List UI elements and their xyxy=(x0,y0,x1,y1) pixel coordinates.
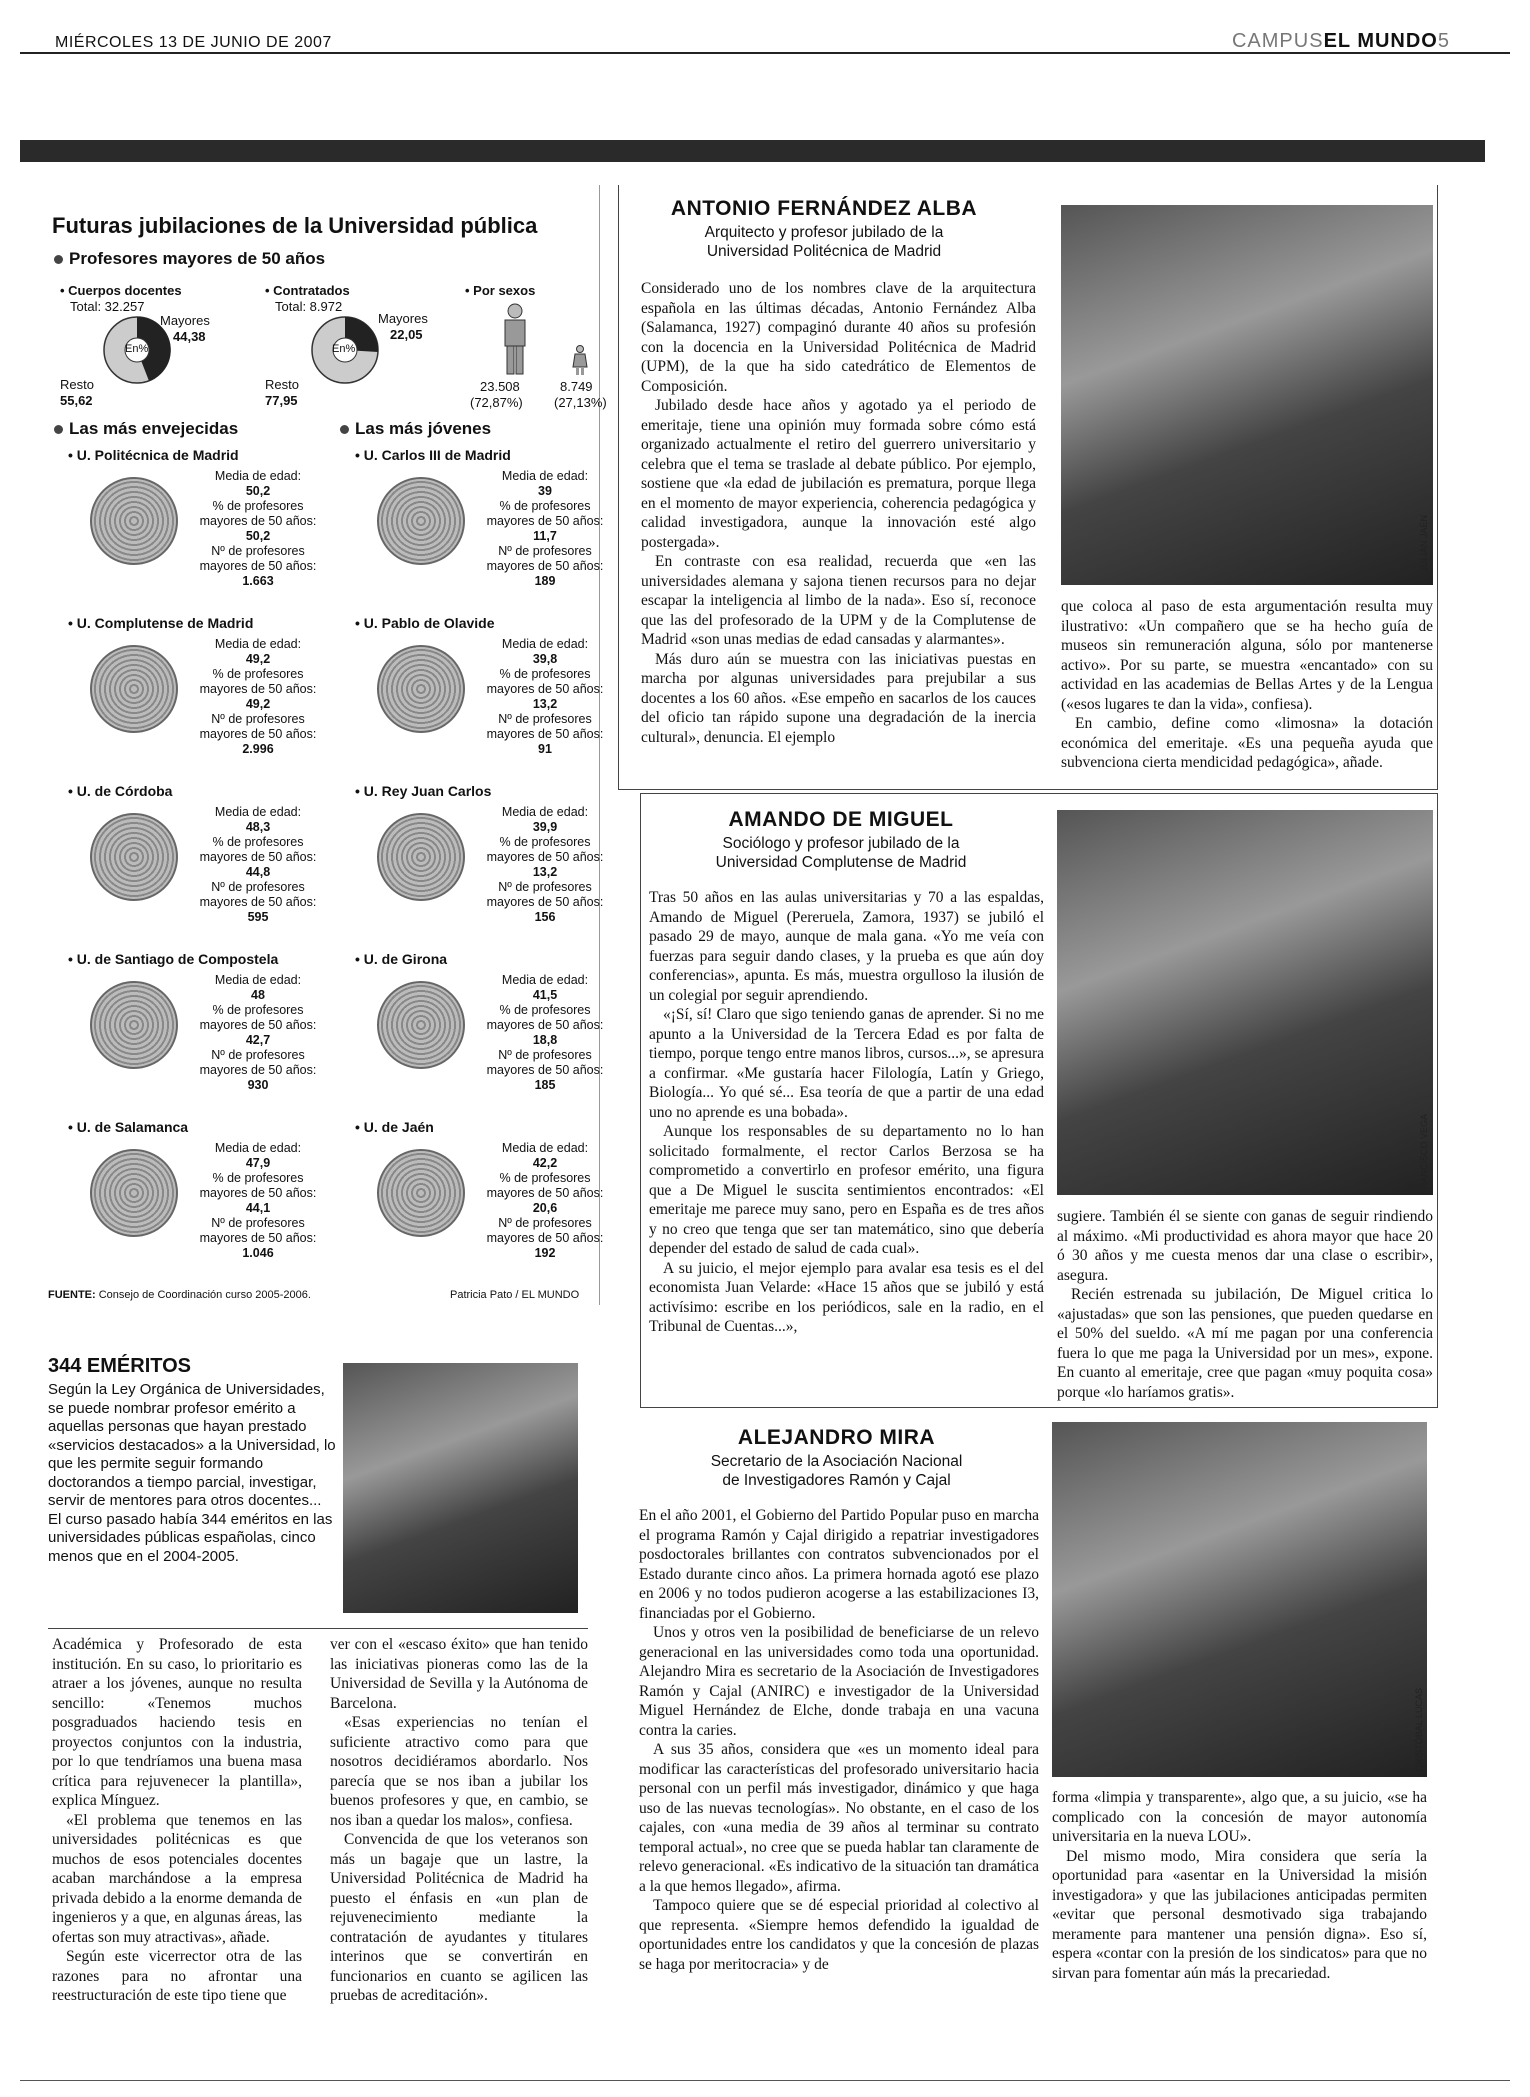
university-entry xyxy=(355,615,625,780)
university-stats xyxy=(183,637,333,757)
media-label: Media de edad: xyxy=(214,973,302,987)
university-name: • U. Carlos III de Madrid xyxy=(355,447,511,463)
youngest-heading: Las más jóvenes xyxy=(340,419,491,439)
mira-photo xyxy=(1052,1422,1427,1777)
university-stats xyxy=(183,1141,333,1261)
miguel-body xyxy=(649,888,1044,1337)
mira-p2: Unos y otros ven la posibilidad de beneficiarse de un relevo generacional en las universidades como toda una oportunidad. Alejandro Mira es secretario de la Asociación de Investigadores Ramón y Cajal (ANIRC) e investigador de la Universidad Miguel Hernández de Elche, donde trabaja en una vacuna contra la caries. xyxy=(639,1624,1039,1739)
col1-p2: «El problema que tenemos en las universidades politécnicas es que muchos de esos potenciales docentes acaban marchándose a la empresa privada debido a la enorme demanda de ingenieros y a que, en algunas áreas, las ofertas son muy atractivas», añade. xyxy=(52,1811,302,1946)
num-label-2: mayores de 50 años: xyxy=(199,895,317,909)
sexos-label: • Por sexos xyxy=(465,283,536,298)
graphic-credit: Patricia Pato / EL MUNDO xyxy=(450,1289,580,1301)
pct-label-2: mayores de 50 años: xyxy=(486,514,604,528)
alba-body xyxy=(641,279,1036,747)
media-value: 49,2 xyxy=(245,652,271,666)
female-figure-icon xyxy=(572,345,588,375)
oldest-heading: Las más envejecidas xyxy=(54,419,238,439)
pct-label: % de profesores xyxy=(499,1171,591,1185)
media-value: 39,8 xyxy=(532,652,558,666)
footer-rule xyxy=(20,2080,1510,2081)
university-name: • U. de Santiago de Compostela xyxy=(68,951,279,967)
page-number: 5 xyxy=(1437,30,1450,52)
infographic-title: Futuras jubilaciones de la Universidad pública xyxy=(52,213,538,238)
num-label: Nº de profesores xyxy=(211,880,305,894)
university-name: • U. de Salamanca xyxy=(68,1119,189,1135)
cuerpos-label: • Cuerpos docentes xyxy=(60,283,182,298)
brand-main: EL MUNDO xyxy=(1323,30,1438,52)
mira-p1: En el año 2001, el Gobierno del Partido Popular puso en marcha el programa Ramón y Cajal dirigido a repatriar investigadores posdoctorales brillantes con contratos subvencionados por el Estado durante cinco años. La primera hornada agotó ese plazo en 2006 y no todos pudieron acogerse a las estabilizaciones I3, financiadas por el Gobierno. xyxy=(639,1507,1039,1622)
university-entry xyxy=(355,447,625,612)
col2-p2: «Esas experiencias no tenían el suficiente atractivo como para que nosotros decidiéramos abordarlo. Nos parecía que se nos iban a jubilar los buenos profesores y que, en cambio, se nos iban a quedar los malos», confiesa. xyxy=(330,1714,588,1829)
num-value: 192 xyxy=(534,1246,556,1260)
mira-photo-credit: CRISTÓBAL LUCAS xyxy=(1414,1688,1424,1772)
num-label-2: mayores de 50 años: xyxy=(486,895,604,909)
university-stats xyxy=(470,637,620,757)
university-crest-icon xyxy=(377,645,465,733)
cuerpos-resto-value: 55,62 xyxy=(60,393,93,408)
male-figure-icon xyxy=(500,303,530,375)
mira-name: ALEJANDRO MIRA xyxy=(737,1426,936,1449)
contratados-total: Total: 8.972 xyxy=(275,299,343,314)
miguel-role-1: Sociólogo y profesor jubilado de la xyxy=(722,835,960,852)
num-label: Nº de profesores xyxy=(498,544,592,558)
emeritos-photo xyxy=(343,1363,578,1613)
cuerpos-mayores-label: Mayores xyxy=(160,313,210,328)
alba-p3: En contraste con esa realidad, recuerda que «en las universidades alemana y sajona tienen recursos para no dejar escapar la inteligencia al limbo de la nada». Eso sí, reconoce que las del profesorado de la UPM y de la Complutense de Madrid «son unas medias de edad cansadas y alarmantes». xyxy=(641,553,1036,648)
num-label-2: mayores de 50 años: xyxy=(199,1063,317,1077)
media-label: Media de edad: xyxy=(501,805,589,819)
num-label-2: mayores de 50 años: xyxy=(486,1231,604,1245)
num-value: 91 xyxy=(538,742,552,756)
pct-label-2: mayores de 50 años: xyxy=(486,682,604,696)
pct-label-2: mayores de 50 años: xyxy=(199,682,317,696)
emeritos-rule xyxy=(48,1628,588,1629)
miguel-body-2 xyxy=(1057,1207,1433,1402)
num-value: 156 xyxy=(534,910,556,924)
num-value: 185 xyxy=(534,1078,556,1092)
issue-date: MIÉRCOLES 13 DE JUNIO DE 2007 xyxy=(55,34,332,51)
miguel-photo-credit: FRANCISCO VEGA xyxy=(1419,1114,1429,1195)
pct-value: 42,7 xyxy=(245,1033,271,1047)
num-label: Nº de profesores xyxy=(211,1048,305,1062)
contratados-mayores-label: Mayores xyxy=(378,311,428,326)
alba-photo xyxy=(1061,205,1433,585)
pct-value: 50,2 xyxy=(245,529,271,543)
university-entry xyxy=(68,1119,338,1284)
num-label-2: mayores de 50 años: xyxy=(486,727,604,741)
pct-label: % de profesores xyxy=(499,499,591,513)
mira-p5: forma «limpia y transparente», algo que, a su juicio, «se ha complicado con la concesión de mayor autonomía universitaria en la nueva LOU». xyxy=(1052,1789,1427,1845)
alba-name: ANTONIO FERNÁNDEZ ALBA xyxy=(670,197,978,220)
mira-body-2 xyxy=(1052,1788,1427,1983)
pct-label: % de profesores xyxy=(212,835,304,849)
pct-label: % de profesores xyxy=(499,1003,591,1017)
bottom-left-col2 xyxy=(330,1635,588,2006)
pct-label: % de profesores xyxy=(499,835,591,849)
pct-label-2: mayores de 50 años: xyxy=(199,850,317,864)
media-value: 50,2 xyxy=(245,484,271,498)
col2-p1: ver con el «escaso éxito» que han tenido las iniciativas pioneras como las de la Universidad de Sevilla y la Autónoma de Barcelona. xyxy=(330,1636,588,1712)
female-pct: (27,13%) xyxy=(554,395,607,410)
pct-label-2: mayores de 50 años: xyxy=(199,514,317,528)
emeritos-title: 344 EMÉRITOS xyxy=(48,1355,192,1377)
alba-p5: que coloca al paso de esta argumentación resulta muy ilustrativo: «Un compañero que se ha hecho guía de museos sin remuneración alguna, sólo por mantenerse activo». Por su parte, se muestra «encantado» con su actividad en las academias de Bellas Artes y de la Lengua («esos lugares te dan la vida», confiesa). xyxy=(1061,598,1433,713)
pct-value: 18,8 xyxy=(532,1033,558,1047)
media-label: Media de edad: xyxy=(501,973,589,987)
source-line: FUENTE: Consejo de Coordinación curso 2005-2006. xyxy=(48,1289,311,1301)
media-value: 39,9 xyxy=(532,820,558,834)
media-label: Media de edad: xyxy=(214,469,302,483)
miguel-p2: «¡Sí, sí! Claro que sigo teniendo ganas de aprender. Si no me apunto a la Universidad de la Tercera Edad es por falta de tiempo, porque tengo entre manos libros, cursos...», se apresura a confirmar. «Me gustaría hacer Filología, Latín y Griego, Biología... Yo qué sé... Esa teoría de que a partir de una edad uno no aprende es una bobada». xyxy=(649,1006,1044,1121)
mira-p6: Del mismo modo, Mira considera que sería la oportunidad para «asentar en la Universidad la misión investigadora» y que las jubilaciones anticipadas permiten «evitar que personal desmotivado siga trabajando meramente para mantener una pensión digna». Eso sí, espera «contar con la presión de los sindicatos» para que no sirvan para fomentar aún más la precariedad. xyxy=(1052,1847,1427,1982)
contratados-label: • Contratados xyxy=(265,283,350,298)
media-value: 48 xyxy=(251,988,265,1002)
pies-row xyxy=(60,283,607,413)
university-name: • U. de Girona xyxy=(355,951,448,967)
university-crest-icon xyxy=(377,813,465,901)
miguel-p3: Aunque los responsables de su departamento no lo han solicitado formalmente, el rector Carlos Berzosa se ha comprometido a convertirlo en profesor emérito, una figura que a De Miguel le suscita sentimientos encontrados: «El emeritaje me parece muy sano, pero en España es de tres años y no creo que tenga que ser tan matemático, sino que debería depender del estado de salud de cada cual». xyxy=(649,1123,1044,1257)
university-stats xyxy=(470,973,620,1093)
university-stats xyxy=(470,1141,620,1261)
university-entry xyxy=(68,615,338,780)
num-label: Nº de profesores xyxy=(498,880,592,894)
pct-label-2: mayores de 50 años: xyxy=(199,1018,317,1032)
pct-label: % de profesores xyxy=(212,1171,304,1185)
num-label: Nº de profesores xyxy=(211,544,305,558)
bottom-left-col1 xyxy=(52,1635,302,2006)
pct-label-2: mayores de 50 años: xyxy=(486,1186,604,1200)
num-label: Nº de profesores xyxy=(498,712,592,726)
alba-p4: Más duro aún se muestra con las iniciativas puestas en marcha por algunas universidades para prejubilar a sus docentes a los 60 años. «Ese empeño en sacarlos de los cauces del oficio tan rápido supone una degradación de la inercia cultural», denuncia. El ejemplo xyxy=(641,650,1036,746)
miguel-photo xyxy=(1057,810,1433,1195)
section-bar xyxy=(20,140,1485,162)
university-entry xyxy=(355,951,625,1116)
num-label-2: mayores de 50 años: xyxy=(486,1063,604,1077)
miguel-role-2: Universidad Complutense de Madrid xyxy=(715,854,967,871)
media-label: Media de edad: xyxy=(214,1141,302,1155)
num-label-2: mayores de 50 años: xyxy=(199,1231,317,1245)
university-stats xyxy=(183,805,333,925)
alba-role-1: Arquitecto y profesor jubilado de la xyxy=(704,224,944,241)
university-stats xyxy=(470,805,620,925)
media-label: Media de edad: xyxy=(501,637,589,651)
university-name: • U. de Jaén xyxy=(355,1119,434,1135)
mira-p4: Tampoco quiere que se dé especial prioridad al colectivo al que representa. «Siempre hemos defendido la igualdad de oportunidades entre los candidatos y que la concesión de plazas se haga por meritocracia» y de xyxy=(639,1897,1039,1973)
alba-p1: Considerado uno de los nombres clave de la arquitectura española en las últimas décadas, Antonio Fernández Alba (Salamanca, 1927) compaginó durante 40 años su profesión con la docencia en la Universidad Politécnica de Madrid (UPM), de la que ha sido catedrático de Elementos de Composición. xyxy=(641,280,1036,395)
pct-label-2: mayores de 50 años: xyxy=(486,1018,604,1032)
university-entry xyxy=(355,1119,625,1284)
cuerpos-resto-label: Resto xyxy=(60,377,94,392)
university-name: • U. Complutense de Madrid xyxy=(68,615,254,631)
university-stats xyxy=(183,469,333,589)
university-entry xyxy=(355,783,625,948)
pct-value: 13,2 xyxy=(532,697,558,711)
male-pct: (72,87%) xyxy=(470,395,523,410)
num-label: Nº de profesores xyxy=(211,1216,305,1230)
pct-label-2: mayores de 50 años: xyxy=(199,1186,317,1200)
num-value: 1.663 xyxy=(242,574,274,588)
mira-body xyxy=(639,1506,1039,1974)
media-label: Media de edad: xyxy=(501,469,589,483)
pct-value: 11,7 xyxy=(533,529,557,543)
num-value: 930 xyxy=(247,1078,269,1092)
num-value: 1.046 xyxy=(242,1246,274,1260)
mira-p3: A sus 35 años, considera que «es un momento ideal para modificar las características del profesorado universitario hacia personal con un perfil más investigador, dinámico y que haga uso de las nuevas tecnologías». No obstante, en el caso de los cajales, con «una media de 39 años al terminar su contrato temporal actual», no cree que se pueda hablar tan claramente de relevo generacional. «Es indicativo de la situación tan dramática a la que hemos llegado», afirma. xyxy=(639,1741,1039,1895)
num-label-2: mayores de 50 años: xyxy=(199,559,317,573)
cuerpos-mayores-value: 44,38 xyxy=(173,329,206,344)
num-label: Nº de profesores xyxy=(498,1216,592,1230)
num-label: Nº de profesores xyxy=(211,712,305,726)
university-name: • U. de Córdoba xyxy=(68,783,173,799)
col1-p3: Según este vicerrector otra de las razones para no afrontar una reestructuración de este tipo tiene que xyxy=(52,1948,302,2004)
miguel-p6: Recién estrenada su jubilación, De Miguel critica lo «ajustadas» que son las pensiones, que pueden quedarse en el 50% del sueldo. «A mí me pagan por una conferencia fuera lo que me paga la Universidad por un mes», expone. En cuanto al emeritaje, cree que pagan «muy poquita cosa» porque «lo haríamos gratis». xyxy=(1057,1286,1433,1401)
media-value: 39 xyxy=(538,484,552,498)
pct-value: 13,2 xyxy=(532,865,558,879)
media-value: 47,9 xyxy=(245,1156,271,1170)
contratados-resto-value: 77,95 xyxy=(265,393,298,408)
university-crest-icon xyxy=(377,477,465,565)
university-crest-icon xyxy=(90,813,178,901)
alba-photo-credit: JULIÁN JAÉN xyxy=(1419,515,1429,572)
num-value: 2.996 xyxy=(242,742,274,756)
university-name: • U. Rey Juan Carlos xyxy=(355,783,492,799)
over50-label: Profesores mayores de 50 años xyxy=(69,249,326,268)
media-value: 48,3 xyxy=(245,820,271,834)
university-stats xyxy=(470,469,620,589)
university-crest-icon xyxy=(90,477,178,565)
university-entry xyxy=(68,951,338,1116)
university-stats xyxy=(183,973,333,1093)
media-label: Media de edad: xyxy=(214,637,302,651)
emeritos-text: Según la Ley Orgánica de Universidades, se puede nombrar profesor emérito a aquellas personas que hayan prestado «servicios destacados» a la Universidad, lo que les permite seguir formando doctorandos a tiempo parcial, investigar, servir de mentores para otros docentes... El curso pasado había 344 eméritos en las universidades públicas españolas, cinco menos que en el 2004-2005. xyxy=(48,1381,336,1565)
alba-role-2: Universidad Politécnica de Madrid xyxy=(706,243,942,260)
miguel-name: AMANDO DE MIGUEL xyxy=(728,808,954,831)
mira-role-1: Secretario de la Asociación Nacional xyxy=(710,1453,963,1470)
pct-label: % de profesores xyxy=(212,499,304,513)
pct-value: 44,1 xyxy=(245,1201,271,1215)
university-crest-icon xyxy=(377,1149,465,1237)
brand-prefix: CAMPUS xyxy=(1231,30,1324,52)
miguel-p4: A su juicio, el mejor ejemplo para avalar esa tesis es el del economista Juan Velarde: «Hace 15 años que se jubiló y está activísimo: escribe en los periódicos, sale en la radio, en el Tribunal de Cuentas...», xyxy=(649,1259,1044,1335)
pct-label: % de profesores xyxy=(499,667,591,681)
num-value: 595 xyxy=(247,910,269,924)
num-label-2: mayores de 50 años: xyxy=(199,727,317,741)
num-label-2: mayores de 50 años: xyxy=(486,559,604,573)
media-label: Media de edad: xyxy=(214,805,302,819)
miguel-p1: Tras 50 años en las aulas universitarias y 70 a las espaldas, Amando de Miguel (Pereruela, Zamora, 1937) se jubiló el pasado 29 de mayo, aunque de mala gana. «Yo me veía con fuerzas para seguir dando clases, y la prueba es que aún doy conferencias», apunta. Es más, muestra orgulloso la ilusión de un colegial por seguir aprendiendo. xyxy=(649,889,1044,1004)
university-name: • U. Politécnica de Madrid xyxy=(68,447,239,463)
media-value: 41,5 xyxy=(532,988,558,1002)
col1-p1: Académica y Profesorado de esta institución. En su caso, lo prioritario es atraer a los jóvenes, aunque no resulta sencillo: «Tenemos muchos posgraduados haciendo tesis en proyectos conjuntos con la industria, por lo que tendríamos una buena masa crítica para rejuvenecer la plantilla», explica Mínguez. xyxy=(52,1636,302,1809)
university-crest-icon xyxy=(90,645,178,733)
pct-label-2: mayores de 50 años: xyxy=(486,850,604,864)
university-name: • U. Pablo de Olavide xyxy=(355,615,495,631)
university-crest-icon xyxy=(377,981,465,1069)
bullet-icon xyxy=(54,255,63,264)
university-entry xyxy=(68,447,338,612)
male-value: 23.508 xyxy=(480,379,520,394)
media-label: Media de edad: xyxy=(501,1141,589,1155)
university-crest-icon xyxy=(90,1149,178,1237)
col2-p3: Convencida de que los veteranos son más un bagaje que un lastre, la Universidad Politécnica de Madrid ha puesto el énfasis en «un plan de rejuvenecimiento mediante la contratación de ayudantes y titulares interinos que se convertirán en funcionarios en cuanto se agilicen las pruebas de acreditación». xyxy=(330,1831,588,2004)
header-rule xyxy=(20,52,1510,54)
alba-body-2 xyxy=(1061,597,1433,773)
miguel-p5: sugiere. También él se siente con ganas de seguir rindiendo al máximo. «Mi productividad es ahora mayor que hace 20 ó 30 años y me cuesta menos dar una clase o escribir», asegura. xyxy=(1057,1208,1433,1284)
alba-p6: En cambio, define como «limosna» la dotación económica del emeritaje. «Es una pequeña ayuda que subvenciona cierta mendicidad pedagógica», añade. xyxy=(1061,715,1433,771)
university-crest-icon xyxy=(90,981,178,1069)
mira-role-2: de Investigadores Ramón y Cajal xyxy=(722,1472,951,1489)
mira-article xyxy=(634,1420,1458,2035)
cuerpos-unit: En% xyxy=(125,343,149,355)
infographic xyxy=(40,185,607,1305)
media-value: 42,2 xyxy=(532,1156,558,1170)
pct-label: % de profesores xyxy=(212,667,304,681)
miguel-article xyxy=(640,793,1438,1408)
pct-value: 49,2 xyxy=(245,697,271,711)
alba-article xyxy=(618,185,1438,790)
over50-heading xyxy=(54,249,599,269)
universities-grid xyxy=(40,447,604,1287)
emeritos-box xyxy=(48,1355,583,1625)
contratados-resto-label: Resto xyxy=(265,377,299,392)
masthead-brand xyxy=(1232,30,1450,53)
pct-value: 20,6 xyxy=(532,1201,558,1215)
contratados-unit: En% xyxy=(332,343,356,355)
contratados-mayores-value: 22,05 xyxy=(390,327,423,342)
university-entry xyxy=(68,783,338,948)
pct-label: % de profesores xyxy=(212,1003,304,1017)
cuerpos-total: Total: 32.257 xyxy=(70,299,145,314)
alba-p2: Jubilado desde hace años y agotado ya el periodo de emeritaje, tiene una opinión muy formada sobre cómo está organizado actualmente el retiro del guerrero universitario y celebra que el tema se traslade al debate público. Por ejemplo, sostiene que «la edad de jubilación es prematura, porque llega en el momento de mayor experiencia, coherencia pedagógica y calidad investigadora, aunque la innovación esté algo postergada». xyxy=(641,397,1036,551)
pct-value: 44,8 xyxy=(245,865,271,879)
female-value: 8.749 xyxy=(560,379,593,394)
num-label: Nº de profesores xyxy=(498,1048,592,1062)
num-value: 189 xyxy=(534,574,556,588)
